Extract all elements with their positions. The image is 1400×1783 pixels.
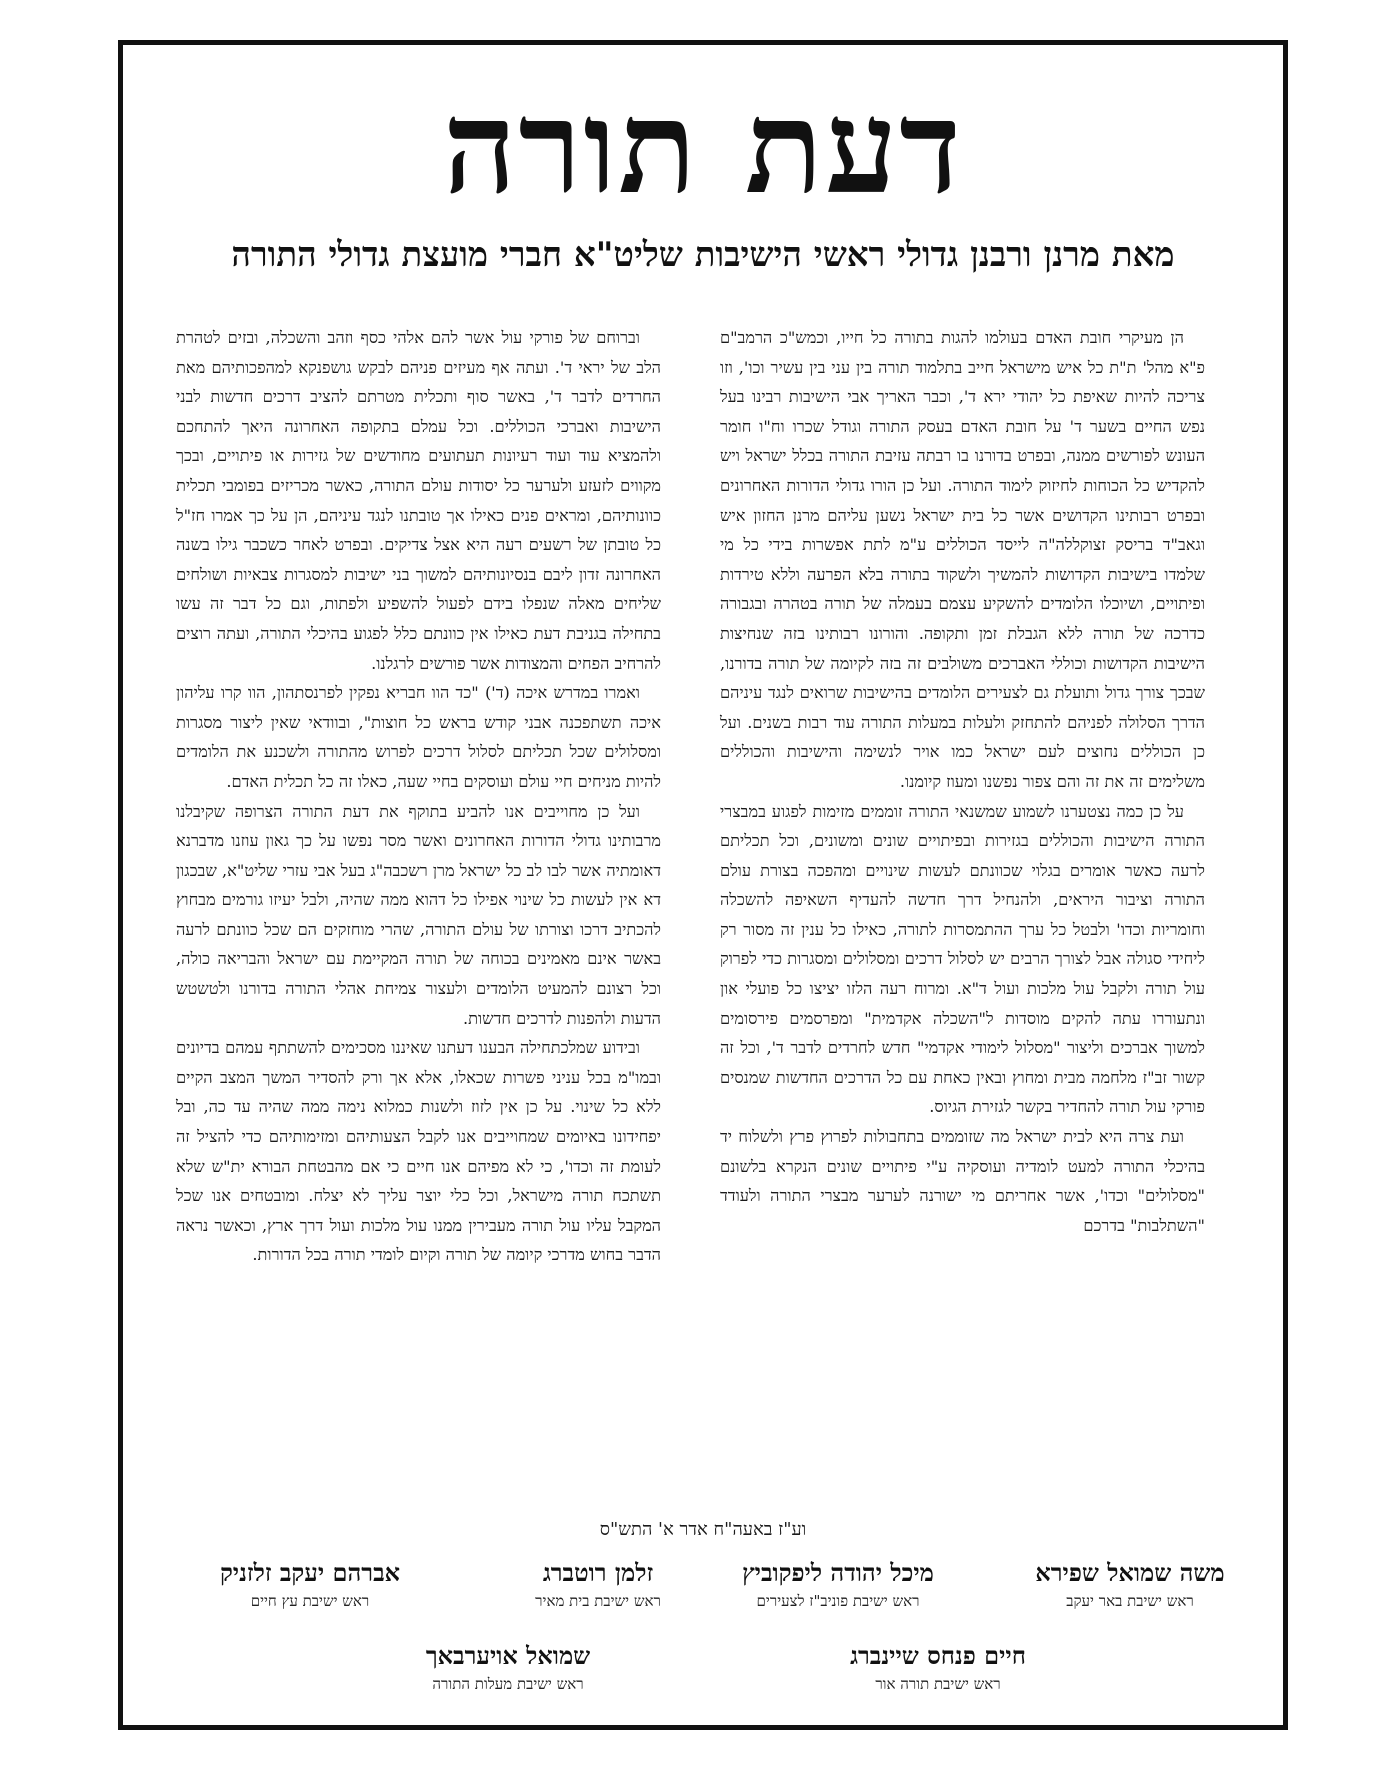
paragraph: ועת צרה היא לבית ישראל מה שזוממים בתחבולות לפרוץ פרץ ולשלוח יד בהיכלי התורה למעט לומדיה ועוסקיה ע"י פיתויים שונים הנקרא בלשונם "מסלולים" וכדו', אשר אחריתם מי ישורנה לערער מבצרי התורה ולעודד "השתלבות" בדרכם <box>720 1127 1205 1235</box>
signatory-title: ראש ישיבת פוניב"ז לצעירים <box>756 1592 920 1610</box>
signatory-title: ראש ישיבת תורה אור <box>875 1675 1001 1693</box>
signature-block <box>1000 1557 1260 1613</box>
page-title: דעת תורה <box>443 73 963 223</box>
signatory-title: ראש ישיבת באר יעקב <box>1066 1592 1194 1610</box>
paragraph: ואמרו במדרש איכה (ד') "כד הוו חבריא נפקין לפרנסתהון, הוו קרו עליהון איכה תשתפכנה אבני קודש בראש כל חוצות", ובוודאי שאין ליצור מסגרות ומסלולים שכל תכליתם לסלול דרכים לפרוש מהתורה ולשכנע את הלומדים להיות מניחים חיי עולם ועוסקים בחיי שעה, כאלו זה כל תכלית האדם. <box>176 683 661 791</box>
signatory-title: ראש ישיבת בית מאיר <box>535 1592 661 1610</box>
signature-block <box>808 1640 1068 1696</box>
paragraph: וברוחם של פורקי עול אשר להם אלהי כסף וזהב והשכלה, ובזים לטהרת הלב של יראי ד'. ועתה אף מעיזים פניהם לבקש גושפנקא למהפכותיהם מאת החרדים לדבר ד', באשר סוף ותכלית מטרתם להציב דרכים חדשות לבני הישיבות ואברכי הכוללים. וכל עמלם בתקופה האחרונה היאך להתחכם ולהמציא עוד ועוד רעיונות תעתועים מחודשים של גזירות או פיתויים, ובכך מקווים לזעזע ולערער כל יסודות עולם התורה, כאשר מכריזים בפומבי תכלית כוונותיהם, ומראים פנים כאילו אך טובתנו לנגד עיניהם, הן על כך אמרו חז"ל כל טובתן של רשעים רעה היא אצל צדיקים. ובפרט לאחר כשכבר גילו בשנה האחרונה זדון ליבם בנסיונותיהם למשוך בני ישיבות למסגרות צבאיות ושולחים שליחים מאלה שנפלו בידם לפעול להשפיע ולפתות, וגם כל דבר זה עשו בתחילה בגניבת דעת כאילו אין כוונתם כלל לפגוע בהיכלי התורה, ועתה רוצים להרחיב הפחים והמצודות אשר פורשים לרגלנו. <box>176 328 661 673</box>
signatory-name: אברהם יעקב זלזניק <box>219 1558 401 1587</box>
date-line: וע"ז באעה"ח אדר א' התש"ס <box>599 1519 807 1540</box>
signatory-title: ראש ישיבת עץ חיים <box>250 1592 370 1610</box>
signature-block <box>180 1557 440 1613</box>
paragraph: על כן כמה נצטערנו לשמוע שמשנאי התורה זוממים מזימות לפגוע במבצרי התורה הישיבות והכוללים בגזירות ובפיתויים שונים ומשונים, וכל תכליתם לרעה כאשר אומרים בגלוי שכוונתם לעשות שינויים ומהפכה בצורת עולם התורה וציבור היראים, ולהנחיל דרך חדשה להעדיף השאיפה להשכלה וחומריות וכדו' ולבטל כל ערך ההתמסרות לתורה, כאילו כל ענין זה מסור רק ליחידי סגולה אבל לצורך הרבים יש לסלול דרכים ומסלולים ומסגרות כדי לפרוק עול תורה ולקבל עול מלכות ועול ד"א. ומרוח רעה הלזו יציצו כל פועלי און ונתעוררו עתה להקים מוסדות ל"השכלה אקדמית" ומפרסמים פירסומים למשוך אברכים וליצור "מסלול לימודי אקדמי" חדש לחרדים לדבר ד', וכל זה קשור זב"ז מלחמה מבית ומחוץ ובאין כאחת עם כל הדרכים החדשות שמנסים פורקי עול תורה להחדיר בקשר לגזירת הגיוס. <box>720 801 1205 1117</box>
signature-block <box>708 1557 968 1613</box>
signature-block <box>378 1640 638 1696</box>
paragraph: הן מעיקרי חובת האדם בעולמו להגות בתורה כל חייו, וכמש"כ הרמב"ם פ"א מהל' ת"ת כל איש מישראל חייב בתלמוד תורה בין עני בין עשיר וכו', וזו צריכה להיות שאיפת כל יהודי ירא ד', וכבר האריך אבי הישיבות רבינו בעל נפש החיים בשער ד' על חובת האדם בעסק התורה וגודל שכרו וח"ו חומר העונש לפורשים ממנה, ובפרט בדורנו בו רבתה עזיבת התורה בכלל ישראל ויש להקדיש כל הכוחות לחיזוק לימוד התורה. ועל כן הורו גדולי הדורות האחרונים ובפרט רבותינו הקדושים אשר כל בית ישראל נשען עליהם מרנן החזון איש וגאב"ד בריסק זצוקללה"ה לייסד הכוללים ע"מ לתת אפשרות בידי כל מי שלמדו בישיבות הקדושות להמשיך ולשקוד בתורה בלא הפרעה וללא טירדות ופיתויים, ושיוכלו הלומדים להשקיע עצמם בעמלה של תורה בטהרה ובגבורה כדרכה של תורה ללא הגבלת זמן ותקופה. והורונו רבותינו בזה שנחיצות הישיבות הקדושות וכוללי האברכים משולבים זה בזה לקיומה של תורה בדורנו, שבכך צורך גדול ותועלת גם לצעירים הלומדים בהישיבות שרואים לנגד עיניהם הדרך הסלולה לפניהם להתחזק ולעלות במעלות התורה עוד רבות בשנים. ועל כן הכוללים נחוצים לעם ישראל כמו אויר לנשימה והישיבות והכוללים משלימים זה את זה והם צפור נפשנו ומעוז קיומנו. <box>720 328 1205 791</box>
document-frame <box>118 40 1288 1730</box>
signatory-name: משה שמואל שפירא <box>1035 1558 1225 1587</box>
text-column-left <box>176 323 661 1270</box>
signatory-name: שמואל אויערבאך <box>425 1641 591 1670</box>
paragraph: ובידוע שמלכתחילה הבענו דעתנו שאיננו מסכימים להשתתף עמהם בדיונים ובמו"מ בכל עניני פשרות שכאלו, אלא אך ורק להסדיר המשך המצב הקיים ללא כל שינוי. על כן אין לזוז ולשנות כמלוא נימה ממה שהיה עד כה, ובל יפחידונו באיומים שמחוייבים אנו לקבל הצעותיהם ומזימותיהם כדי להציל זה לעומת זה וכדו', כי לא מפיהם אנו חיים כי אם מהבטחת הבורא ית"ש שלא תשתכח תורה מישראל, וכל כלי יוצר עליך לא יצלח. ומובטחים אנו שכל המקבל עליו עול תורה מעבירין ממנו עול מלכות ועול דרך ארץ, וכאשר נראה הדבר בחוש מדרכי קיומה של תורה וקיום לומדי תורה בכל הדורות. <box>176 1038 661 1265</box>
signature-block <box>468 1557 728 1613</box>
signatory-name: זלמן רוטברג <box>542 1558 654 1587</box>
page-subtitle: מאת מרנן ורבנן גדולי ראשי הישיבות שליט"א חברי מועצת גדולי התורה <box>231 235 1175 275</box>
paragraph: ועל כן מחוייבים אנו להביע בתוקף את דעת התורה הצרופה שקיבלנו מרבותינו גדולי הדורות האחרונים ואשר מסר נפשו על כך גאון עוזנו מדברנא דאומתיה אשר לבו לב כל ישראל מרן רשכבה"ג בעל אבי עזרי שליט"א, שבכגון דא אין לעשות כל שינוי אפילו כל דהוא ממה שהיה, ולבל יעיזו גורמים מבחוץ להכתיב דרכו וצורתו של עולם התורה, שהרי מוחזקים הם שכל כוונתם לרעה באשר אינם מאמינים בכוחה של תורה המקיימת עם ישראל והבריאה כולה, וכל רצונם להמעיט הלומדים ולעצור צמיחת אהלי התורה בדורנו ולטשטש הדעות ולהפנות לדרכים חדשות. <box>176 801 661 1028</box>
signatory-title: ראש ישיבת מעלות התורה <box>432 1675 584 1693</box>
signatory-name: מיכל יהודה ליפקוביץ <box>742 1558 934 1587</box>
text-column-right <box>720 323 1205 1240</box>
signatory-name: חיים פנחס שיינברג <box>850 1641 1026 1670</box>
